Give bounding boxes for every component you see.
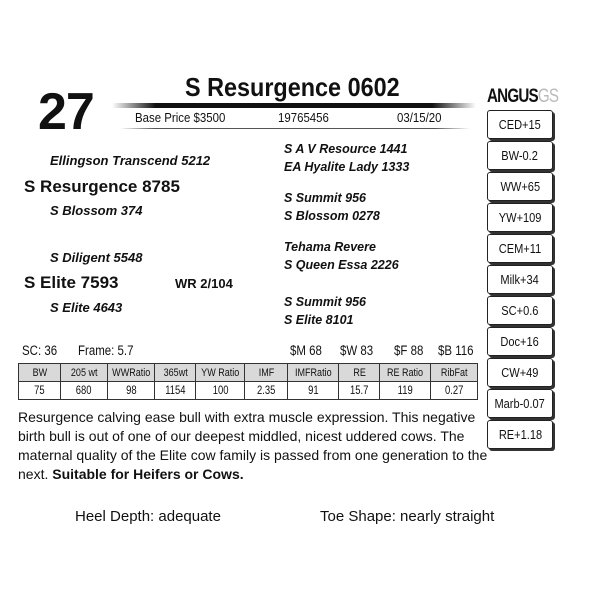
birth-date: 03/15/20 <box>397 110 442 125</box>
header-imf-ratio: IMFRatio <box>288 364 339 382</box>
frame-score: Frame: 5.7 <box>78 343 134 358</box>
dollar-f-index: $F 88 <box>394 343 424 358</box>
epd-cw: CW+49 <box>487 358 553 387</box>
dollar-w-index: $W 83 <box>340 343 374 358</box>
dollar-m-index: $M 68 <box>290 343 322 358</box>
pedigree-dsd: S Queen Essa 2226 <box>284 258 399 272</box>
title-divider <box>112 103 476 108</box>
performance-header-row <box>19 364 478 382</box>
value-205wt: 680 <box>61 382 108 400</box>
value-imf: 2.35 <box>245 382 288 400</box>
header-bw: BW <box>19 364 61 382</box>
pedigree-sire-sire: Ellingson Transcend 5212 <box>50 153 211 168</box>
header-rib-fat: RibFat <box>431 364 478 382</box>
pedigree-dam-sire: S Diligent 5548 <box>50 250 143 265</box>
value-bw: 75 <box>19 382 61 400</box>
header-re-ratio: RE Ratio <box>380 364 431 382</box>
epd-yw: YW+109 <box>487 203 553 232</box>
bull-name: S Resurgence 0602 <box>185 72 400 102</box>
heel-depth: Heel Depth: adequate <box>75 508 221 525</box>
description-text: Resurgence calving ease bull with extra muscle expression. This negative birth bull is out of one of our deepest middled, nicest uddered cows. The maternal quality of the Elite cow family is passed from one generation to the next. <box>18 409 488 482</box>
performance-table <box>18 363 478 400</box>
pedigree-dss: Tehama Revere <box>284 240 376 254</box>
toe-shape: Toe Shape: nearly straight <box>320 508 495 525</box>
lot-number: 27 <box>38 83 94 141</box>
pedigree-sire: S Resurgence 8785 <box>24 177 180 196</box>
epd-bw: BW-0.2 <box>487 141 553 170</box>
base-price: Base Price $3500 <box>135 110 226 125</box>
epd-re: RE+1.18 <box>487 420 553 449</box>
epd-marb: Marb-0.07 <box>487 389 553 418</box>
pedigree-sdd: S Blossom 0278 <box>284 209 380 223</box>
header-re: RE <box>339 364 380 382</box>
angus-logo-suffix: GS <box>537 86 559 107</box>
pedigree-sss: S A V Resource 1441 <box>284 142 408 156</box>
epd-ww: WW+65 <box>487 172 553 201</box>
info-divider <box>120 128 470 129</box>
epd-sc: SC+0.6 <box>487 296 553 325</box>
header-imf: IMF <box>245 364 288 382</box>
value-re: 15.7 <box>339 382 380 400</box>
header-yw-ratio: YW Ratio <box>196 364 245 382</box>
value-imf-ratio: 91 <box>288 382 339 400</box>
value-365wt: 1154 <box>155 382 196 400</box>
value-rib-fat: 0.27 <box>431 382 478 400</box>
value-yw-ratio: 100 <box>196 382 245 400</box>
pedigree-sire-dam: S Blossom 374 <box>50 203 143 218</box>
pedigree-ddd: S Elite 8101 <box>284 313 354 327</box>
epd-ced: CED+15 <box>487 110 553 139</box>
dam-weaning-ratio: WR 2/104 <box>175 276 233 291</box>
header-365wt: 365wt <box>155 364 196 382</box>
pedigree-dam-dam: S Elite 4643 <box>50 300 123 315</box>
angus-logo-main: ANGUS <box>487 86 538 107</box>
header-205wt: 205 wt <box>61 364 108 382</box>
header-ww-ratio: WWRatio <box>108 364 155 382</box>
epd-cem: CEM+11 <box>487 234 553 263</box>
angus-logo <box>487 86 558 108</box>
dollar-b-index: $B 116 <box>438 343 474 358</box>
pedigree-sds: S Summit 956 <box>284 191 366 205</box>
pedigree-ssd: EA Hyalite Lady 1333 <box>284 160 410 174</box>
performance-value-row <box>19 382 478 400</box>
epd-column <box>487 110 555 451</box>
registration-number: 19765456 <box>278 110 329 125</box>
value-ww-ratio: 98 <box>108 382 155 400</box>
description-recommendation: Suitable for Heifers or Cows. <box>52 466 244 482</box>
pedigree-dam: S Elite 7593 <box>24 273 119 292</box>
epd-doc: Doc+16 <box>487 327 553 356</box>
epd-milk: Milk+34 <box>487 265 553 294</box>
bull-description <box>18 408 488 484</box>
scrotal-circumference: SC: 36 <box>22 343 58 358</box>
pedigree-dds: S Summit 956 <box>284 295 366 309</box>
value-re-ratio: 119 <box>380 382 431 400</box>
